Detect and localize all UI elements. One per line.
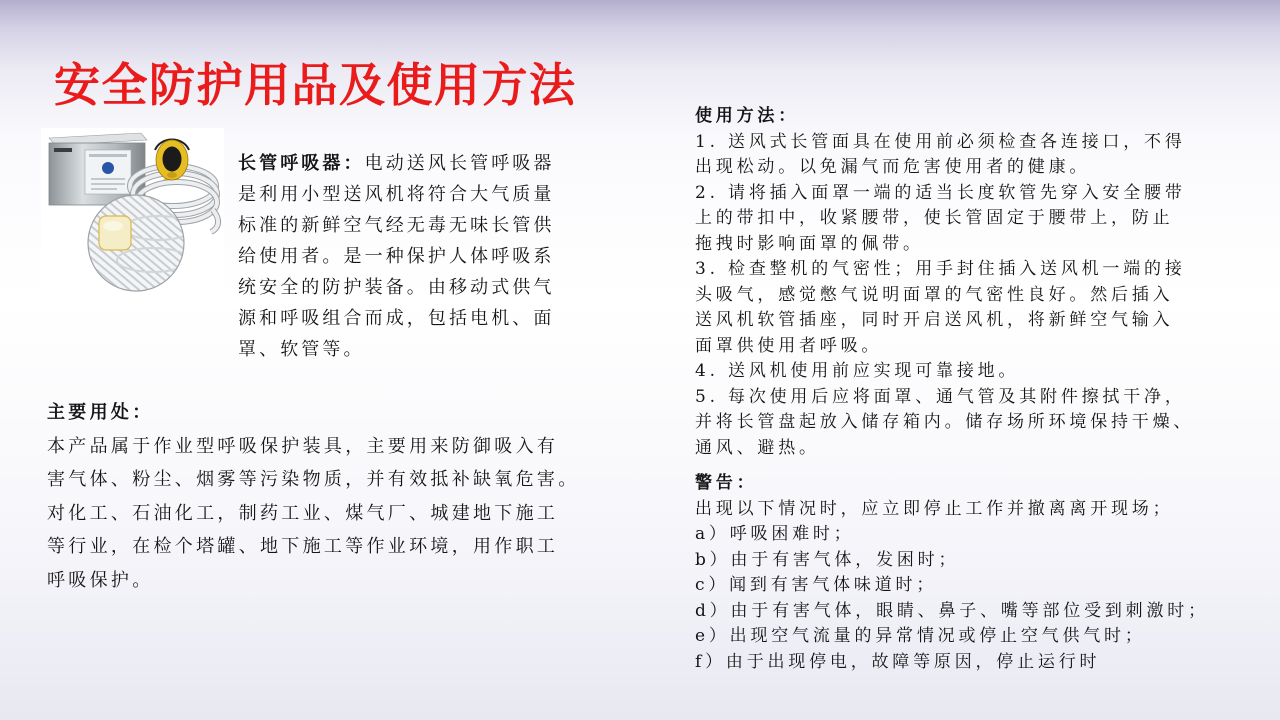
warning-line: e）出现空气流量的异常情况或停止空气供气时； bbox=[695, 626, 1146, 646]
main-use-line: 本产品属于作业型呼吸保护装具，主要用来防御吸入有 bbox=[47, 435, 559, 457]
usage-line: 2. 请将插入面罩一端的适当长度软管先穿入安全腰带 bbox=[695, 182, 1186, 203]
main-use-line: 害气体、粉尘、烟雾等污染物质，并有效抵补缺氧危害。 bbox=[47, 469, 580, 490]
intro-line bbox=[238, 148, 555, 179]
usage-line: 拖拽时影响面罩的佩带。 bbox=[695, 233, 924, 254]
usage-section bbox=[695, 104, 1194, 461]
intro-line: 罩、软管等。 bbox=[238, 339, 365, 360]
intro-line: 给使用者。是一种保护人体呼吸系 bbox=[238, 246, 555, 267]
warning-line: c）闻到有害气体味道时； bbox=[695, 575, 938, 595]
usage-line: 并将长管盘起放入储存箱内。储存场所环境保持干燥、 bbox=[695, 412, 1195, 432]
usage-line: 3. 检查整机的气密性；用手封住插入送风机一端的接 bbox=[695, 259, 1186, 279]
warning-line: a）呼吸困难时； bbox=[695, 524, 855, 544]
usage-line: 1. 送风式长管面具在使用前必须检查各连接口，不得 bbox=[695, 131, 1186, 152]
usage-line: 上的带扣中，收紧腰带，使长管固定于腰带上，防止 bbox=[695, 208, 1174, 228]
intro-label: 长管呼吸器： bbox=[238, 153, 365, 174]
hose-fitting-shape bbox=[99, 216, 131, 250]
warning-section bbox=[695, 471, 1209, 675]
intro-line: 标准的新鲜空气经无毒无味长管供 bbox=[238, 215, 555, 236]
usage-line: 5. 每次使用后应将面罩、通气管及其附件擦拭干净， bbox=[695, 386, 1186, 407]
usage-line: 头吸气，感觉憋气说明面罩的气密性良好。然后插入 bbox=[695, 284, 1174, 305]
main-use-line: 呼吸保护。 bbox=[47, 569, 154, 591]
product-photo-graphic bbox=[41, 128, 224, 308]
usage-line: 通风、避热。 bbox=[695, 437, 820, 458]
intro-text bbox=[238, 148, 555, 365]
warning-line: d）由于有害气体，眼睛、鼻子、嘴等部位受到刺激时； bbox=[695, 600, 1209, 621]
intro-line: 统安全的防护装备。由移动式供气 bbox=[238, 277, 555, 298]
warning-line: f）由于出现停电，故障等原因，停止运行时 bbox=[695, 651, 1101, 672]
usage-line: 4. 送风机使用前应实现可靠接地。 bbox=[695, 361, 1020, 381]
intro-line: 源和呼吸组合而成，包括电机、面 bbox=[238, 308, 555, 329]
intro-line-text: 电动送风长管呼吸器 bbox=[364, 153, 555, 174]
slide-title: 安全防护用品及使用方法 bbox=[54, 59, 577, 111]
device-logo-icon bbox=[102, 162, 114, 174]
usage-line: 送风机软管插座，同时开启送风机，将新鲜空气输入 bbox=[695, 310, 1174, 330]
main-use-heading: 主要用处： bbox=[47, 402, 154, 423]
usage-line: 面罩供使用者呼吸。 bbox=[695, 335, 883, 356]
usage-line: 出现松动。以免漏气而危害使用者的健康。 bbox=[695, 157, 1091, 177]
intro-line: 是利用小型送风机将符合大气质量 bbox=[238, 184, 555, 205]
product-photo bbox=[41, 128, 224, 308]
warning-line: b）由于有害气体，发困时； bbox=[695, 549, 960, 570]
main-use-line: 等行业，在检个塔罐、地下施工等作业环境，用作职工 bbox=[47, 536, 559, 557]
warning-line: 出现以下情况时，应立即停止工作并撤离离开现场； bbox=[695, 498, 1174, 519]
warning-heading: 警告： bbox=[695, 473, 758, 493]
main-use-line: 对化工、石油化工，制药工业、煤气厂、城建地下施工 bbox=[47, 502, 559, 524]
usage-heading: 使用方法： bbox=[695, 106, 799, 126]
main-use-section bbox=[47, 396, 580, 597]
